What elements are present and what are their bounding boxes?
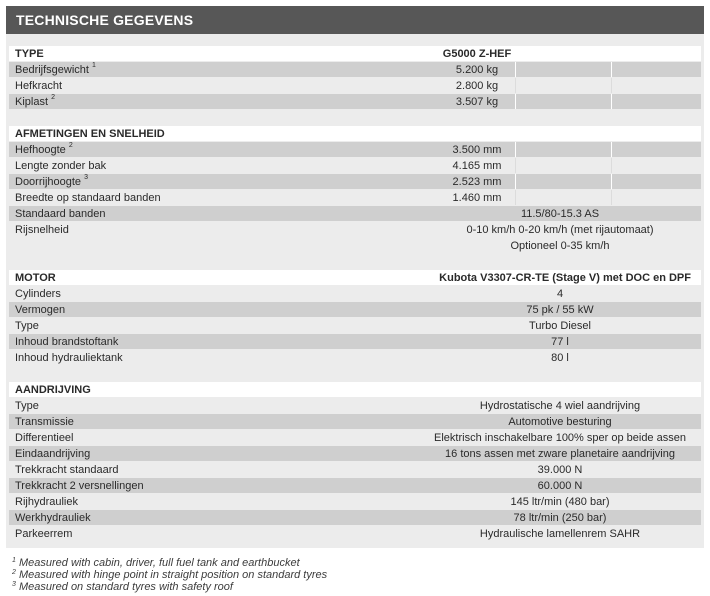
row-value: 4 [556,288,564,300]
row-value: Hydraulische lamellenrem SAHR [479,528,641,540]
table-row [6,526,704,542]
row-label: Lengte zonder bak [15,160,107,172]
row-label: Bedrijfsgewicht [15,64,89,76]
table-row [6,462,704,478]
row-label: Trekkracht 2 versnellingen [15,480,144,492]
section-header-afmetingen [6,126,704,142]
row-value: 0-10 km/h 0-20 km/h (met rijautomaat) [466,224,654,236]
row-label: Parkeerrem [15,528,73,540]
row-label: Type [15,400,39,412]
row-value: 2.800 kg [455,80,499,92]
row-value: 11.5/80-15.3 AS [520,208,600,220]
row-label: Breedte op standaard banden [15,192,161,204]
row-value: 16 tons assen met zware planetaire aandrijving [445,448,675,460]
row-label: Standaard banden [15,208,106,220]
row-value: 75 pk / 55 kW [526,304,594,316]
row-value: 2.523 mm [452,176,502,188]
row-label: Vermogen [15,304,66,316]
table-row [6,174,704,190]
row-value: 145 ltr/min (480 bar) [510,496,610,508]
table-row [6,510,704,526]
row-value-secondary: Optioneel 0-35 km/h [510,240,610,252]
row-value: Elektrisch inschakelbare 100% sper op beide assen [434,432,686,444]
row-label: Kiplast [15,96,49,108]
table-row [6,158,704,174]
footnote-ref: 2 [51,94,55,101]
table-row [6,430,704,446]
row-label: Hefhoogte [15,144,66,156]
footnote: $^1$ Measured with cabin, driver, full fuel tank and earthbucket [12,557,300,569]
footnotes [12,557,327,593]
section-title: AANDRIJVING [9,382,419,397]
row-label: Trekkracht standaard [15,464,119,476]
table-row [6,286,704,302]
section-header-type [6,46,704,62]
table-row [6,350,704,366]
spec-table-title: TECHNISCHE GEGEVENS [6,6,704,34]
row-value: 3.500 mm [452,144,502,156]
row-value: 77 l [551,336,569,348]
table-row [6,446,704,462]
row-label: Rijsnelheid [15,224,69,236]
row-value: Hydrostatische 4 wiel aandrijving [479,400,641,412]
row-value: 78 ltr/min (250 bar) [513,512,607,524]
table-row [6,478,704,494]
table-row [6,334,704,350]
table-row [6,94,704,110]
section-title: MOTOR [9,270,419,285]
row-value: 4.165 mm [452,160,502,172]
section-title: AFMETINGEN EN SNELHEID [9,126,419,141]
row-label: Eindaandrijving [15,448,91,460]
row-value: Turbo Diesel [529,320,591,332]
row-label: Transmissie [15,416,74,428]
section-header-aandrijving [6,382,704,398]
footnote: $^3$ Measured on standard tyres with safety roof [12,581,233,593]
footnote-ref: 3 [84,174,89,181]
table-row [6,78,704,94]
row-value: 5.200 kg [455,64,499,76]
row-value: 39.000 N [537,464,583,476]
table-row [6,222,704,254]
table-row [6,302,704,318]
table-row [6,142,704,158]
row-label: Inhoud brandstoftank [15,336,119,348]
row-label: Differentieel [15,432,74,444]
table-row [6,494,704,510]
footnote-ref: 1 [92,62,96,69]
row-label: Werkhydrauliek [15,512,91,524]
row-label: Cylinders [15,288,61,300]
engine-name: Kubota V3307-CR-TE (Stage V) met DOC en DPF [439,272,691,284]
section-title: TYPE [9,46,419,61]
footnote-ref: 2 [68,142,73,149]
row-value: 3.507 kg [455,96,499,108]
row-label: Hefkracht [15,80,63,92]
model-name: G5000 Z-HEF [442,48,512,60]
row-value: Automotive besturing [508,416,612,428]
table-row [6,398,704,414]
row-label: Rijhydrauliek [15,496,78,508]
table-row [6,318,704,334]
row-value: 80 l [551,352,569,364]
row-label: Inhoud hydrauliektank [15,352,123,364]
table-row [6,62,704,78]
footnote: $^2$ Measured with hinge point in straight position on standard tyres [12,569,328,581]
section-header-motor [6,270,704,286]
table-row [6,206,704,222]
table-row [6,414,704,430]
table-row [6,190,704,206]
row-value: 1.460 mm [452,192,502,204]
row-label: Doorrijhoogte [15,176,82,188]
row-value: 60.000 N [537,480,583,492]
row-label: Type [15,320,39,332]
